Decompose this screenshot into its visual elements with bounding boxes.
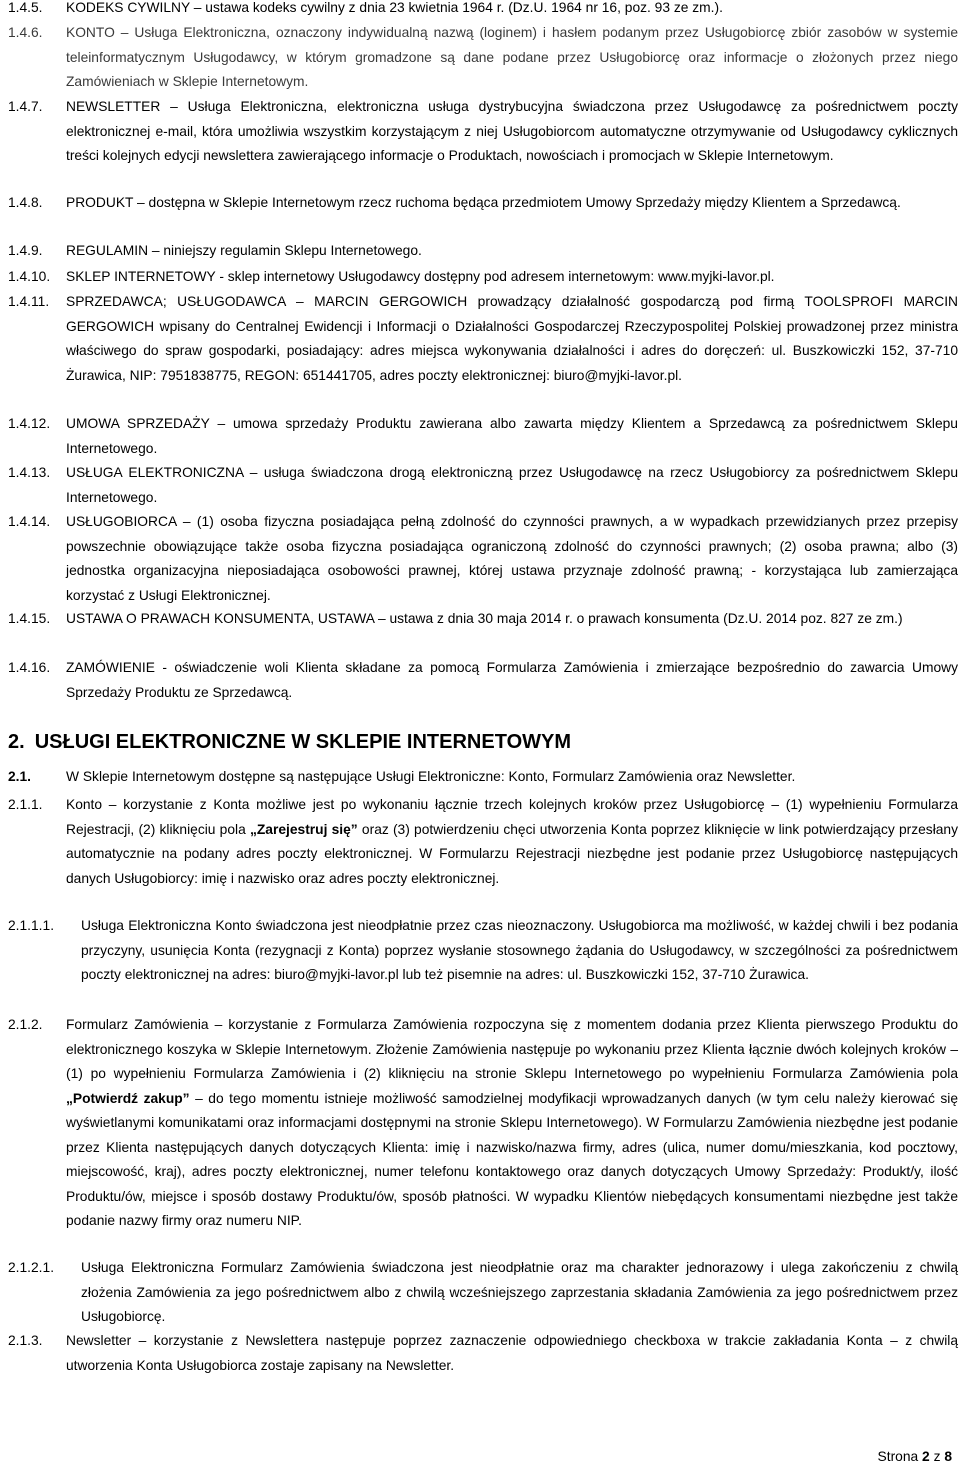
item-number: 1.4.6.	[8, 25, 43, 40]
item-text: USŁUGA ELEKTRONICZNA – usługa świadczona drogą elektroniczną przez Usługodawcę na rzecz Usługobiorcy za pośrednictwem Sklepu Internetowego.	[66, 465, 958, 505]
item-text: Newsletter – korzystanie z Newslettera następuje poprzez zaznaczenie odpowiedniego checkboxa w trakcie zakładania Konta – z chwilą utworzenia Konta Usługobiorca zostaje zapisany na Newsletter.	[66, 1333, 958, 1373]
item-number: 1.4.11.	[8, 294, 50, 309]
item-number: 1.4.12.	[8, 416, 51, 431]
item-number: 1.4.13.	[8, 465, 51, 480]
confirm-purchase-label: „Potwierdź zakup”	[66, 1090, 190, 1106]
item-number: 2.1.2.1.	[8, 1260, 55, 1275]
item-text-part: Konto – korzystanie z Konta możliwe jest po wykonaniu łącznie trzech kolejnych kroków przez Usługobiorcę – (1) wypełnieniu Formularza Rejestracji, (2) kliknięciu pola	[66, 797, 958, 837]
definition-item-1-4-12	[8, 412, 958, 461]
clause-2-1-3	[8, 1329, 958, 1378]
item-number: 1.4.15.	[8, 611, 51, 626]
definition-item-1-4-16	[8, 656, 958, 705]
item-text: SPRZEDAWCA; USŁUGODAWCA – MARCIN GERGOWICH prowadzący działalność gospodarczą pod firmą TOOLSPROFI MARCIN GERGOWICH wpisany do Centralnej Ewidencji i Informacji o Działalności Gospodarczej Rzeczypospolitej Polskiej prowadzonej przez ministra właściwego do spraw gospodarki, posiadający: adres miejsca wykonywania działalności i adres do doręczeń: ul. Buszkowiczki 152, 37-710 Żurawica, NIP: 7951838775, REGON: 651441705, adres poczty elektronicznej: biuro@myjki-lavor.pl.	[66, 294, 958, 383]
item-text: Usługa Elektroniczna Formularz Zamówienia świadczona jest nieodpłatnie oraz ma charakter jednorazowy i ulega zakończeniu z chwilą złożenia Zamówienia za jego pośrednictwem albo z chwilą wcześniejszego zaprzestania składania Zamówienia za jego pośrednictwem przez Usługobiorcę.	[81, 1260, 958, 1324]
definition-item-1-4-13	[8, 461, 958, 510]
item-number: 2.1.1.	[8, 797, 43, 812]
definition-item-1-4-14	[8, 510, 958, 608]
item-number: 2.1.2.	[8, 1017, 43, 1032]
item-text-part: oraz (3) potwierdzeniu chęci utworzenia Konta poprzez kliknięcie w link potwierdzający przesłany automatycznie na podany adres poczty elektronicznej. W Formularzu Rejestracji niezbędne jest podanie przez Usługobiorcę następujących danych Usługobiorcy: imię i nazwisko oraz adres poczty elektronicznej.	[66, 821, 958, 886]
item-number: 1.4.8.	[8, 195, 43, 210]
section-number: 2.	[8, 731, 25, 753]
page-footer	[878, 1448, 952, 1466]
item-number: 1.4.14.	[8, 514, 51, 529]
item-number: 1.4.7.	[8, 99, 43, 114]
item-text: NEWSLETTER – Usługa Elektroniczna, elektroniczna usługa dystrybucyjna świadczona przez Usługodawcę za pośrednictwem poczty elektronicznej e-mail, która umożliwia wszystkim korzystającym z niej Usługobiorcom automatyczne otrzymywanie od Usługodawcy cyklicznych treści kolejnych edycji newslettera zawierającego informacje o Produktach, nowościach i promocjach w Sklepie Internetowym.	[66, 99, 958, 163]
register-button-label: „Zarejestruj się”	[249, 821, 358, 837]
item-text: SKLEP INTERNETOWY - sklep internetowy Usługodawcy dostępny pod adresem internetowym: www.myjki-lavor.pl.	[66, 269, 775, 284]
definition-item-1-4-15	[8, 607, 958, 632]
definition-item-1-4-6	[8, 21, 958, 95]
item-text: KODEKS CYWILNY – ustawa kodeks cywilny z dnia 23 kwietnia 1964 r. (Dz.U. 1964 nr 16, poz. 93 ze zm.).	[66, 0, 723, 15]
item-text	[66, 1013, 958, 1234]
definition-item-1-4-5	[8, 0, 958, 21]
item-text-part: – do tego momentu istnieje możliwość samodzielnej modyfikacji wprowadzanych danych (w tym celu należy kierować się wyświetlanymi komunikatami oraz informacjami dostępnymi na stronie Sklepu Internetowego). W Formularzu Zamówienia niezbędne jest podanie przez Klienta następujących danych dotyczących Klienta: imię i nazwisko/nazwa firmy, adres (ulica, numer domu/mieszkania, kod pocztowy, miejscowość, kraj), adres poczty elektronicznej, numer telefonu kontaktowego oraz danych dotyczących Umowy Sprzedaży: Produkt/y, ilość Produktu/ów, miejsce i sposób dostawy Produktu/ów, sposób płatności. W wypadku Klientów niebędących konsumentami niezbędne jest także podanie nazwy firmy oraz numeru NIP.	[66, 1090, 958, 1228]
total-pages-number: 8	[944, 1449, 952, 1464]
item-number: 2.1.	[8, 769, 32, 784]
page-separator: z	[933, 1449, 941, 1464]
item-text: USŁUGOBIORCA – (1) osoba fizyczna posiadająca pełną zdolność do czynności prawnych, a w wypadkach przewidzianych przez przepisy powszechnie obowiązujące także osoba fizyczna posiadająca ograniczoną zdolność do czynności prawnych; (2) osoba prawna; albo (3) jednostka organizacyjna nieposiadająca osobowości prawnej, której ustawa przyznaje zdolność prawną; - korzystająca lub zamierzająca korzystać z Usługi Elektronicznej.	[66, 514, 958, 603]
clause-2-1-2-1	[8, 1256, 958, 1330]
item-text: USTAWA O PRAWACH KONSUMENTA, USTAWA – ustawa z dnia 30 maja 2014 r. o prawach konsumenta (Dz.U. 2014 poz. 827 ze zm.)	[66, 611, 903, 626]
item-number: 2.1.3.	[8, 1333, 43, 1348]
clause-2-1-2	[8, 1013, 958, 1234]
item-number: 2.1.1.1.	[8, 918, 55, 933]
item-text: REGULAMIN – niniejszy regulamin Sklepu Internetowego.	[66, 243, 422, 258]
page-label: Strona	[877, 1449, 919, 1464]
item-text	[66, 793, 958, 891]
item-text: Usługa Elektroniczna Konto świadczona jest nieodpłatnie przez czas nieoznaczony. Usługobiorca ma możliwość, w każdej chwili i bez podania przyczyny, usunięcia Konta (rezygnacji z Konta) poprzez wysłanie stosownego żądania do Usługodawcy, w szczególności za pośrednictwem poczty elektronicznej na adres: biuro@myjki-lavor.pl lub też pisemnie na adres: ul. Buszkowiczki 152, 37-710 Żurawica.	[81, 918, 958, 982]
item-text: UMOWA SPRZEDAŻY – umowa sprzedaży Produktu zawierana albo zawarta między Klientem a Sprzedawcą za pośrednictwem Sklepu Internetowego.	[66, 416, 958, 456]
item-number: 1.4.10.	[8, 269, 51, 284]
current-page-number: 2	[922, 1449, 930, 1464]
item-number: 1.4.5.	[8, 0, 43, 15]
clause-2-1-1-1	[8, 914, 958, 988]
clause-2-1-1	[8, 793, 958, 891]
item-text: W Sklepie Internetowym dostępne są następujące Usługi Elektroniczne: Konto, Formularz Zamówienia oraz Newsletter.	[66, 769, 796, 784]
item-number: 1.4.16.	[8, 660, 51, 675]
definition-item-1-4-11	[8, 290, 958, 388]
item-text-part: Formularz Zamówienia – korzystanie z Formularza Zamówienia rozpoczyna się z momentem dodania przez Klienta pierwszego Produktu do elektronicznego koszyka w Sklepie Internetowym. Złożenie Zamówienia następuje po wykonaniu przez Klienta łącznie dwóch kolejnych kroków – (1) po wypełnieniu Formularza Zamówienia i (2) kliknięciu na stronie Sklepu Internetowego po wypełnieniu Formularza Zamówienia pola	[66, 1017, 958, 1081]
definition-item-1-4-10	[8, 265, 958, 290]
clause-2-1	[8, 765, 958, 790]
definition-item-1-4-7	[8, 95, 958, 169]
item-text: PRODUKT – dostępna w Sklepie Internetowym rzecz ruchoma będąca przedmiotem Umowy Sprzedaży między Klientem a Sprzedawcą.	[66, 195, 901, 210]
section-title: USŁUGI ELEKTRONICZNE W SKLEPIE INTERNETOWYM	[34, 731, 571, 753]
definition-item-1-4-9	[8, 239, 958, 264]
definition-item-1-4-8	[8, 191, 958, 216]
item-number: 1.4.9.	[8, 243, 43, 258]
section-heading	[8, 729, 571, 755]
item-text: ZAMÓWIENIE - oświadczenie woli Klienta składane za pomocą Formularza Zamówienia i zmierzające bezpośrednio do zawarcia Umowy Sprzedaży Produktu ze Sprzedawcą.	[66, 660, 958, 700]
item-text: KONTO – Usługa Elektroniczna, oznaczony indywidualną nazwą (loginem) i hasłem podanym przez Usługobiorcę zbiór zasobów w systemie teleinformatycznym Usługodawcy, w którym gromadzone są dane podane przez Usługobiorcę oraz informacje o złożonych przez niego Zamówieniach w Sklepie Internetowym.	[66, 25, 958, 89]
